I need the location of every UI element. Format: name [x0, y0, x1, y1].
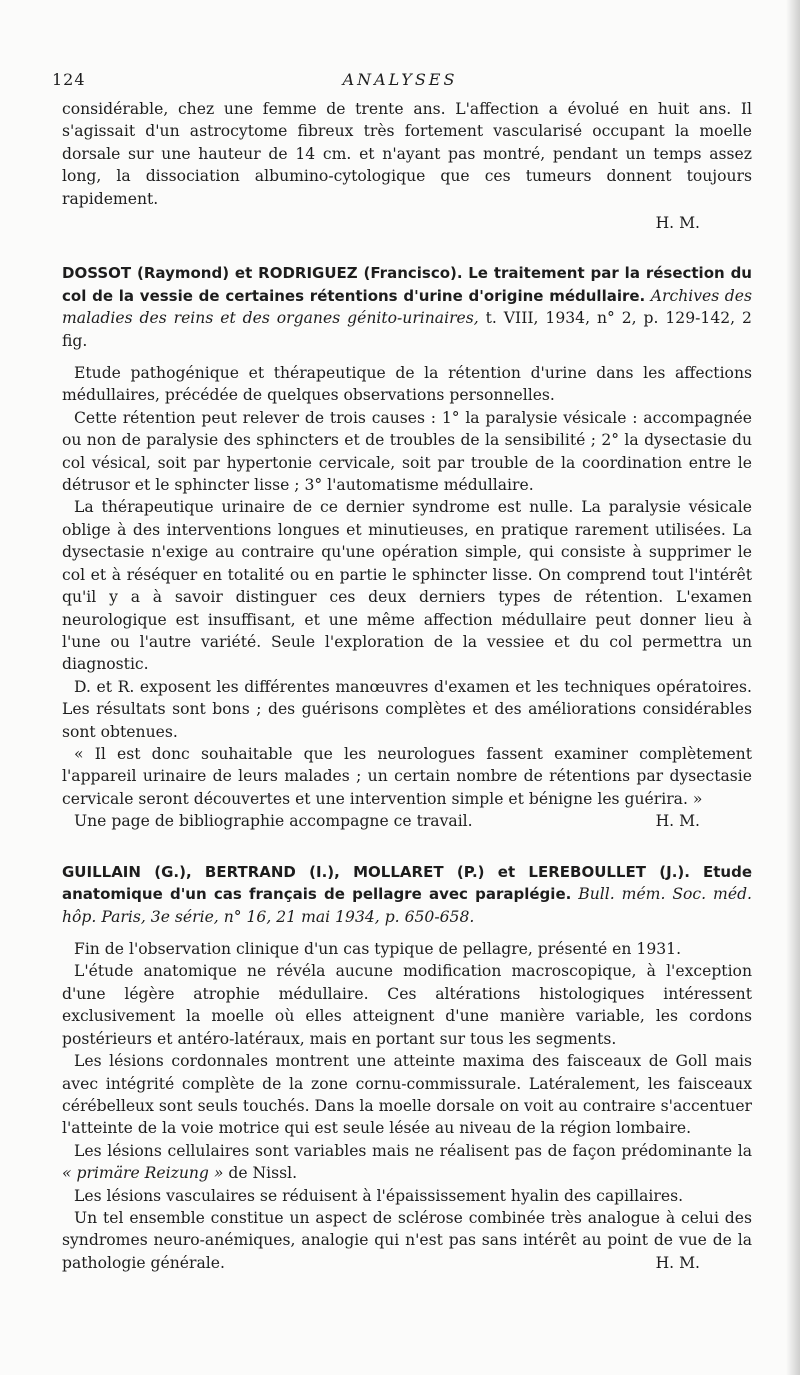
entry-authors: GUILLAIN (G.), BERTRAND (I.), MOLLARET (P.) et LEREBOULLET (J.). [62, 862, 690, 881]
entry-continuation [62, 98, 752, 234]
entry-heading [62, 861, 752, 929]
bibliography-note: Une page de bibliographie accompagne ce travail. [74, 812, 473, 831]
term-primare-reizung: « primäre Reizung » [62, 1164, 224, 1183]
entry-title: Le traitement par la résection du col de la vessie de certaines rétentions d'urine d'origine médullaire. [62, 264, 752, 305]
abstract-paragraph: Cette rétention peut relever de trois causes : 1° la paralysie vésicale : accompagnée ou non de paralysie des sphincters et de troubles de la sensibilité ; 2° la dysectasie du col vésical, soit par hypertonie cervicale, soit par trouble de la coordination entre le détrusor et le sphincter lisse ; 3° l'automatisme médullaire. [62, 408, 752, 495]
journal-name: Archives des maladies des reins et des organes génito-urinaires, [62, 286, 752, 328]
entry-authors: DOSSOT (Raymond) et RODRIGUEZ (Francisco). [62, 264, 463, 283]
abstract-paragraph: Les lésions cordonnales montrent une atteinte maxima des faisceaux de Goll mais avec intégrité complète de la zone cornu-commissurale. Latéralement, les faisceaux cérébelleux sont seuls touchés. Dans la moelle dorsale on voit au contraire s'accentuer l'atteinte de la voie motrice qui est seule lésée au niveau de la région lombaire. [62, 1052, 752, 1138]
page-content [62, 98, 752, 1274]
citation-details: 3e série, n° 16, 21 mai 1934, p. 650-658. [150, 907, 475, 926]
entry-guillain-pellagre [62, 861, 752, 1275]
abstract-paragraph [62, 1140, 752, 1185]
abstract-paragraph: Les lésions vasculaires se réduisent à l'épaississement hyalin des capillaires. [74, 1186, 684, 1205]
running-title: ANALYSES [342, 70, 458, 89]
page-number: 124 [52, 70, 86, 89]
citation-details: t. VIII, 1934, n° 2, p. 129-142, 2 fig. [62, 309, 752, 350]
conclusion-text: Un tel ensemble constitue un aspect de sclérose combinée très analogue à celui des syndromes neuro-anémiques, analogie qui n'est pas sans intérêt au point de vue de la pathologie générale. [62, 1208, 752, 1272]
page-header [0, 70, 800, 94]
paragraph-text: de Nissl. [228, 1164, 298, 1183]
abstract-paragraph: Fin de l'observation clinique d'un cas typique de pellagre, présenté en 1931. [74, 940, 682, 959]
abstract-paragraph: D. et R. exposent les différentes manœuvres d'examen et les techniques opératoires. Les résultats sont bons ; des guérisons complètes et des améliorations considérables sont obtenues. [62, 677, 752, 741]
signature: H. M. [655, 1253, 700, 1272]
abstract-paragraph: L'étude anatomique ne révéla aucune modification macroscopique, à l'exception d'une légère atrophie médullaire. Ces altérations histologiques intéressent exclusivement la moelle où elles atteignent d'une manière variable, les cordons postérieurs et antéro-latéraux, mais en portant sur tous les segments. [62, 962, 752, 1048]
abstract-paragraph: La thérapeutique urinaire de ce dernier syndrome est nulle. La paralysie vésicale oblige à des interventions longues et minutieuses, en pratique rarement utilisées. La dysectasie n'exige au contraire qu'une opération simple, qui consiste à supprimer le col et à réséquer en totalité ou en partie le sphincter lisse. On comprend tout l'intérêt qu'il y a à savoir distinguer ces deux derniers types de rétention. L'examen neurologique est insuffisant, et une même affection médullaire peut donner lieu à l'une ou l'autre variété. Seule l'exploration de la vessiee et du col permettra un diagnostic. [62, 498, 752, 674]
continuation-paragraph: considérable, chez une femme de trente ans. L'affection a évolué en huit ans. Il s'agissait d'un astrocytome fibreux très fortement vascularisé occupant la moelle dorsale sur une hauteur de 14 cm. et n'ayant pas montré, pendant un temps assez long, la dissociation albumino-cytologique que ces tumeurs donnent toujours rapidement. [62, 100, 752, 208]
entry-title: Etude anatomique d'un cas français de pellagre avec paraplégie. [62, 862, 752, 904]
page-edge-shadow [786, 0, 800, 1375]
quoted-paragraph: « Il est donc souhaitable que les neurologues fassent examiner complètement l'appareil urinaire de leurs malades ; un certain nombre de rétentions par dysectasie cervicale seront découvertes et une intervention simple et bénigne les guérira. » [62, 744, 752, 808]
signature: H. M. [655, 214, 700, 233]
abstract-paragraph: Etude pathogénique et thérapeutique de la rétention d'urine dans les affections médullaires, précédée de quelques observations personnelles. [62, 364, 752, 405]
paragraph-text: Les lésions cellulaires sont variables mais ne réalisent pas de façon prédominante la [74, 1141, 752, 1160]
signature: H. M. [655, 812, 700, 831]
closing-paragraph [62, 1207, 752, 1274]
entry-heading [62, 262, 752, 352]
closing-line [62, 810, 752, 832]
entry-dossot-rodriguez [62, 262, 752, 833]
journal-name: Bull. mém. Soc. méd. hôp. Paris, [62, 885, 753, 926]
